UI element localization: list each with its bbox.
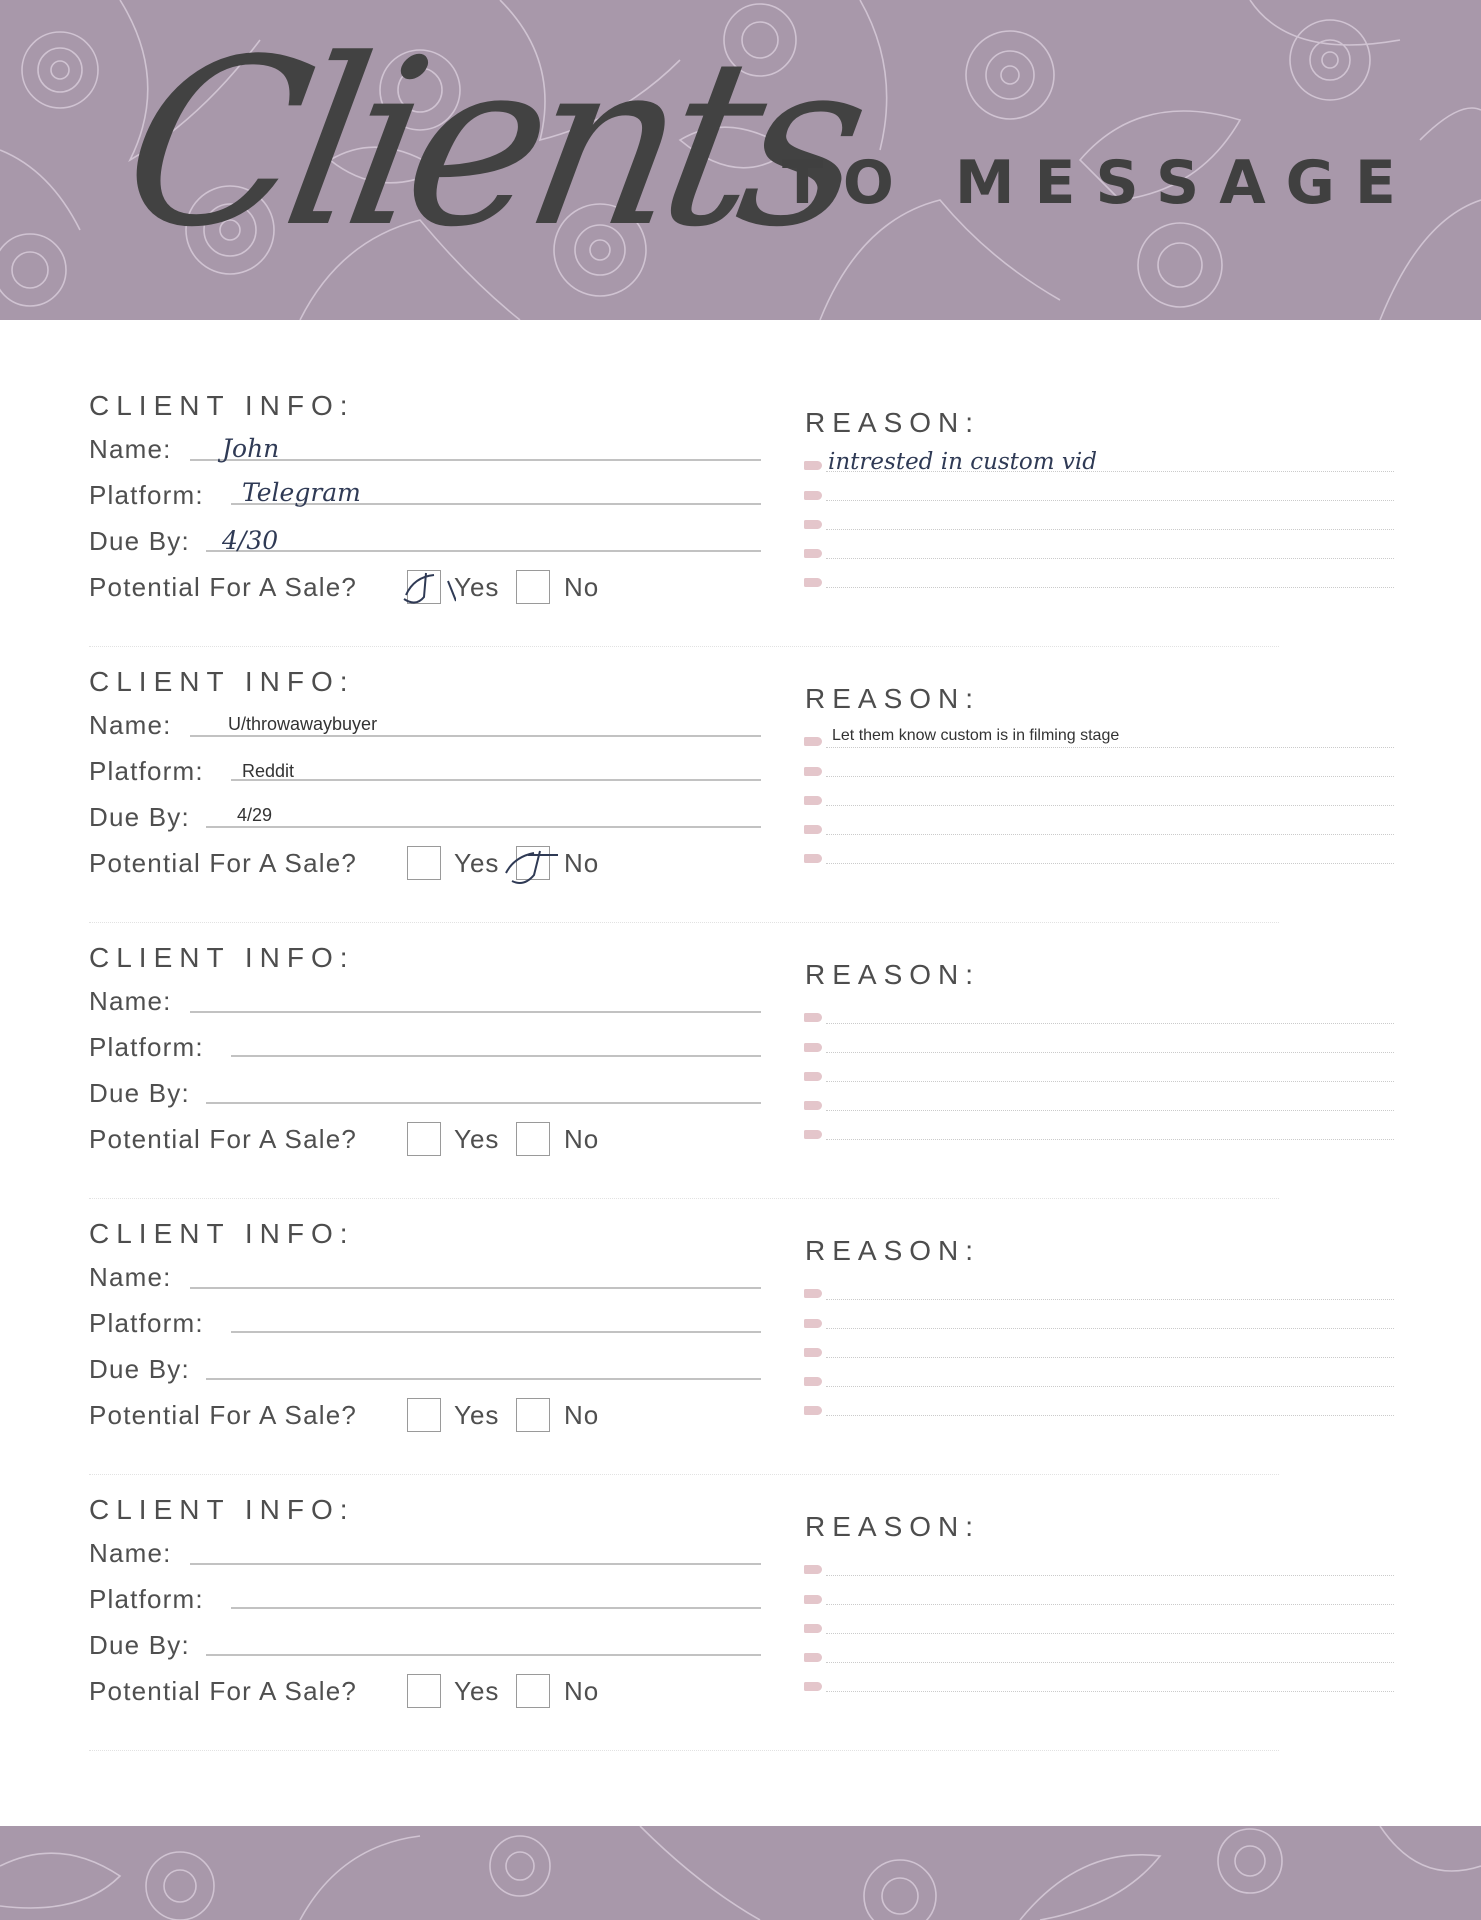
reason-line[interactable] xyxy=(826,1691,1394,1692)
name-value: U/throwawaybuyer xyxy=(228,714,378,734)
reason-line[interactable] xyxy=(826,1415,1394,1416)
reason-bullet xyxy=(804,461,822,470)
yes-label: Yes xyxy=(454,572,500,602)
platform-value: Reddit xyxy=(242,761,295,781)
yes-checkbox[interactable] xyxy=(407,846,441,880)
name-field[interactable] xyxy=(190,735,761,737)
no-checkbox[interactable] xyxy=(516,1674,550,1708)
due-by-field[interactable] xyxy=(206,826,761,828)
client-section-5 xyxy=(0,1482,1481,1758)
client-section-3 xyxy=(0,930,1481,1206)
header-banner xyxy=(0,0,1481,320)
reason-line[interactable] xyxy=(826,747,1394,748)
potential-sale-label: Potential For A Sale? xyxy=(89,572,358,602)
client-info-title: CLIENT INFO: xyxy=(89,666,355,697)
no-label: No xyxy=(564,1400,600,1430)
reason-title: REASON: xyxy=(805,407,981,438)
reason-line[interactable] xyxy=(826,834,1394,835)
reason-line[interactable] xyxy=(826,587,1394,588)
reason-title: REASON: xyxy=(805,1511,981,1542)
reason-bullet xyxy=(804,578,822,587)
due-by-value: 4/30 xyxy=(222,526,279,555)
floral-pattern xyxy=(0,1826,1481,1920)
no-label: No xyxy=(564,572,600,602)
title-subtitle: TO MESSAGE xyxy=(782,148,1416,218)
reason-bullet xyxy=(804,1377,822,1386)
reason-bullet xyxy=(804,1289,822,1298)
reason-bullet xyxy=(804,549,822,558)
no-label: No xyxy=(564,1676,600,1706)
due-by-field[interactable] xyxy=(206,1102,761,1104)
section-divider xyxy=(89,1198,1279,1199)
yes-checkbox[interactable] xyxy=(407,1674,441,1708)
name-label: Name: xyxy=(89,1538,172,1568)
reason-line[interactable] xyxy=(826,500,1394,501)
footer-banner xyxy=(0,1826,1481,1920)
no-checkmark xyxy=(500,839,560,889)
due-by-label: Due By: xyxy=(89,1354,190,1384)
platform-field[interactable] xyxy=(231,1331,761,1333)
potential-sale-label: Potential For A Sale? xyxy=(89,1676,358,1706)
reason-line[interactable] xyxy=(826,529,1394,530)
platform-label: Platform: xyxy=(89,1032,204,1062)
reason-line[interactable] xyxy=(826,1386,1394,1387)
name-label: Name: xyxy=(89,986,172,1016)
platform-label: Platform: xyxy=(89,1308,204,1338)
name-field[interactable] xyxy=(190,1287,761,1289)
reason-line[interactable] xyxy=(826,863,1394,864)
client-section-4 xyxy=(0,1206,1481,1482)
client-info-title: CLIENT INFO: xyxy=(89,390,355,421)
due-by-field[interactable] xyxy=(206,550,761,552)
reason-bullet xyxy=(804,1130,822,1139)
no-checkbox[interactable] xyxy=(516,570,550,604)
due-by-label: Due By: xyxy=(89,1078,190,1108)
yes-label: Yes xyxy=(454,1676,500,1706)
reason-text: intrested in custom vid xyxy=(828,449,1097,475)
platform-label: Platform: xyxy=(89,1584,204,1614)
reason-title: REASON: xyxy=(805,1235,981,1266)
reason-bullet xyxy=(804,1319,822,1328)
section-divider xyxy=(89,922,1279,923)
potential-sale-label: Potential For A Sale? xyxy=(89,1124,358,1154)
reason-line[interactable] xyxy=(826,805,1394,806)
reason-bullet xyxy=(804,491,822,500)
potential-sale-label: Potential For A Sale? xyxy=(89,1400,358,1430)
reason-line[interactable] xyxy=(826,1299,1394,1300)
yes-label: Yes xyxy=(454,1400,500,1430)
reason-line[interactable] xyxy=(826,1023,1394,1024)
reason-line[interactable] xyxy=(826,1357,1394,1358)
client-section-1 xyxy=(0,378,1481,654)
yes-label: Yes xyxy=(454,848,500,878)
client-info-title: CLIENT INFO: xyxy=(89,1218,355,1249)
reason-line[interactable] xyxy=(826,1604,1394,1605)
reason-bullet xyxy=(804,1565,822,1574)
reason-bullet xyxy=(804,1682,822,1691)
yes-label: Yes xyxy=(454,1124,500,1154)
platform-label: Platform: xyxy=(89,480,204,510)
name-field[interactable] xyxy=(190,1011,761,1013)
reason-bullet xyxy=(804,1653,822,1662)
reason-bullet xyxy=(804,854,822,863)
reason-line[interactable] xyxy=(826,558,1394,559)
name-field[interactable] xyxy=(190,1563,761,1565)
reason-bullet xyxy=(804,1013,822,1022)
no-label: No xyxy=(564,848,600,878)
reason-line[interactable] xyxy=(826,1575,1394,1576)
reason-line[interactable] xyxy=(826,1081,1394,1082)
reason-line[interactable] xyxy=(826,1328,1394,1329)
section-divider xyxy=(89,1474,1279,1475)
reason-bullet xyxy=(804,825,822,834)
reason-bullet xyxy=(804,737,822,746)
platform-value: Telegram xyxy=(242,478,361,507)
reason-line[interactable] xyxy=(826,1662,1394,1663)
client-info-title: CLIENT INFO: xyxy=(89,1494,355,1525)
potential-sale-label: Potential For A Sale? xyxy=(89,848,358,878)
no-label: No xyxy=(564,1124,600,1154)
due-by-label: Due By: xyxy=(89,526,190,556)
yes-checkbox[interactable] xyxy=(407,1398,441,1432)
no-checkbox[interactable] xyxy=(516,1122,550,1156)
reason-title: REASON: xyxy=(805,959,981,990)
section-divider xyxy=(89,1750,1279,1751)
due-by-label: Due By: xyxy=(89,802,190,832)
client-info-title: CLIENT INFO: xyxy=(89,942,355,973)
reason-bullet xyxy=(804,767,822,776)
name-label: Name: xyxy=(89,1262,172,1292)
name-value: John xyxy=(222,434,280,463)
reason-line[interactable] xyxy=(826,1110,1394,1111)
platform-field[interactable] xyxy=(231,779,761,781)
yes-checkmark xyxy=(396,563,456,613)
reason-bullet xyxy=(804,1406,822,1415)
reason-bullet xyxy=(804,1624,822,1633)
reason-bullet xyxy=(804,796,822,805)
reason-bullet xyxy=(804,1101,822,1110)
reason-bullet xyxy=(804,520,822,529)
title-script: Clients xyxy=(106,11,874,278)
due-by-label: Due By: xyxy=(89,1630,190,1660)
reason-line[interactable] xyxy=(826,1139,1394,1140)
reason-line[interactable] xyxy=(826,1052,1394,1053)
section-divider xyxy=(89,646,1279,647)
reason-title: REASON: xyxy=(805,683,981,714)
due-by-value: 4/29 xyxy=(237,805,273,825)
platform-field[interactable] xyxy=(231,1055,761,1057)
name-label: Name: xyxy=(89,434,172,464)
reason-text: Let them know custom is in filming stage xyxy=(832,727,1120,744)
reason-line[interactable] xyxy=(826,1633,1394,1634)
reason-bullet xyxy=(804,1072,822,1081)
reason-bullet xyxy=(804,1595,822,1604)
reason-bullet xyxy=(804,1348,822,1357)
reason-bullet xyxy=(804,1043,822,1052)
name-label: Name: xyxy=(89,710,172,740)
reason-line[interactable] xyxy=(826,776,1394,777)
platform-field[interactable] xyxy=(231,1607,761,1609)
due-by-field[interactable] xyxy=(206,1654,761,1656)
platform-label: Platform: xyxy=(89,756,204,786)
no-checkbox[interactable] xyxy=(516,1398,550,1432)
client-section-2 xyxy=(0,654,1481,930)
yes-checkbox[interactable] xyxy=(407,1122,441,1156)
due-by-field[interactable] xyxy=(206,1378,761,1380)
